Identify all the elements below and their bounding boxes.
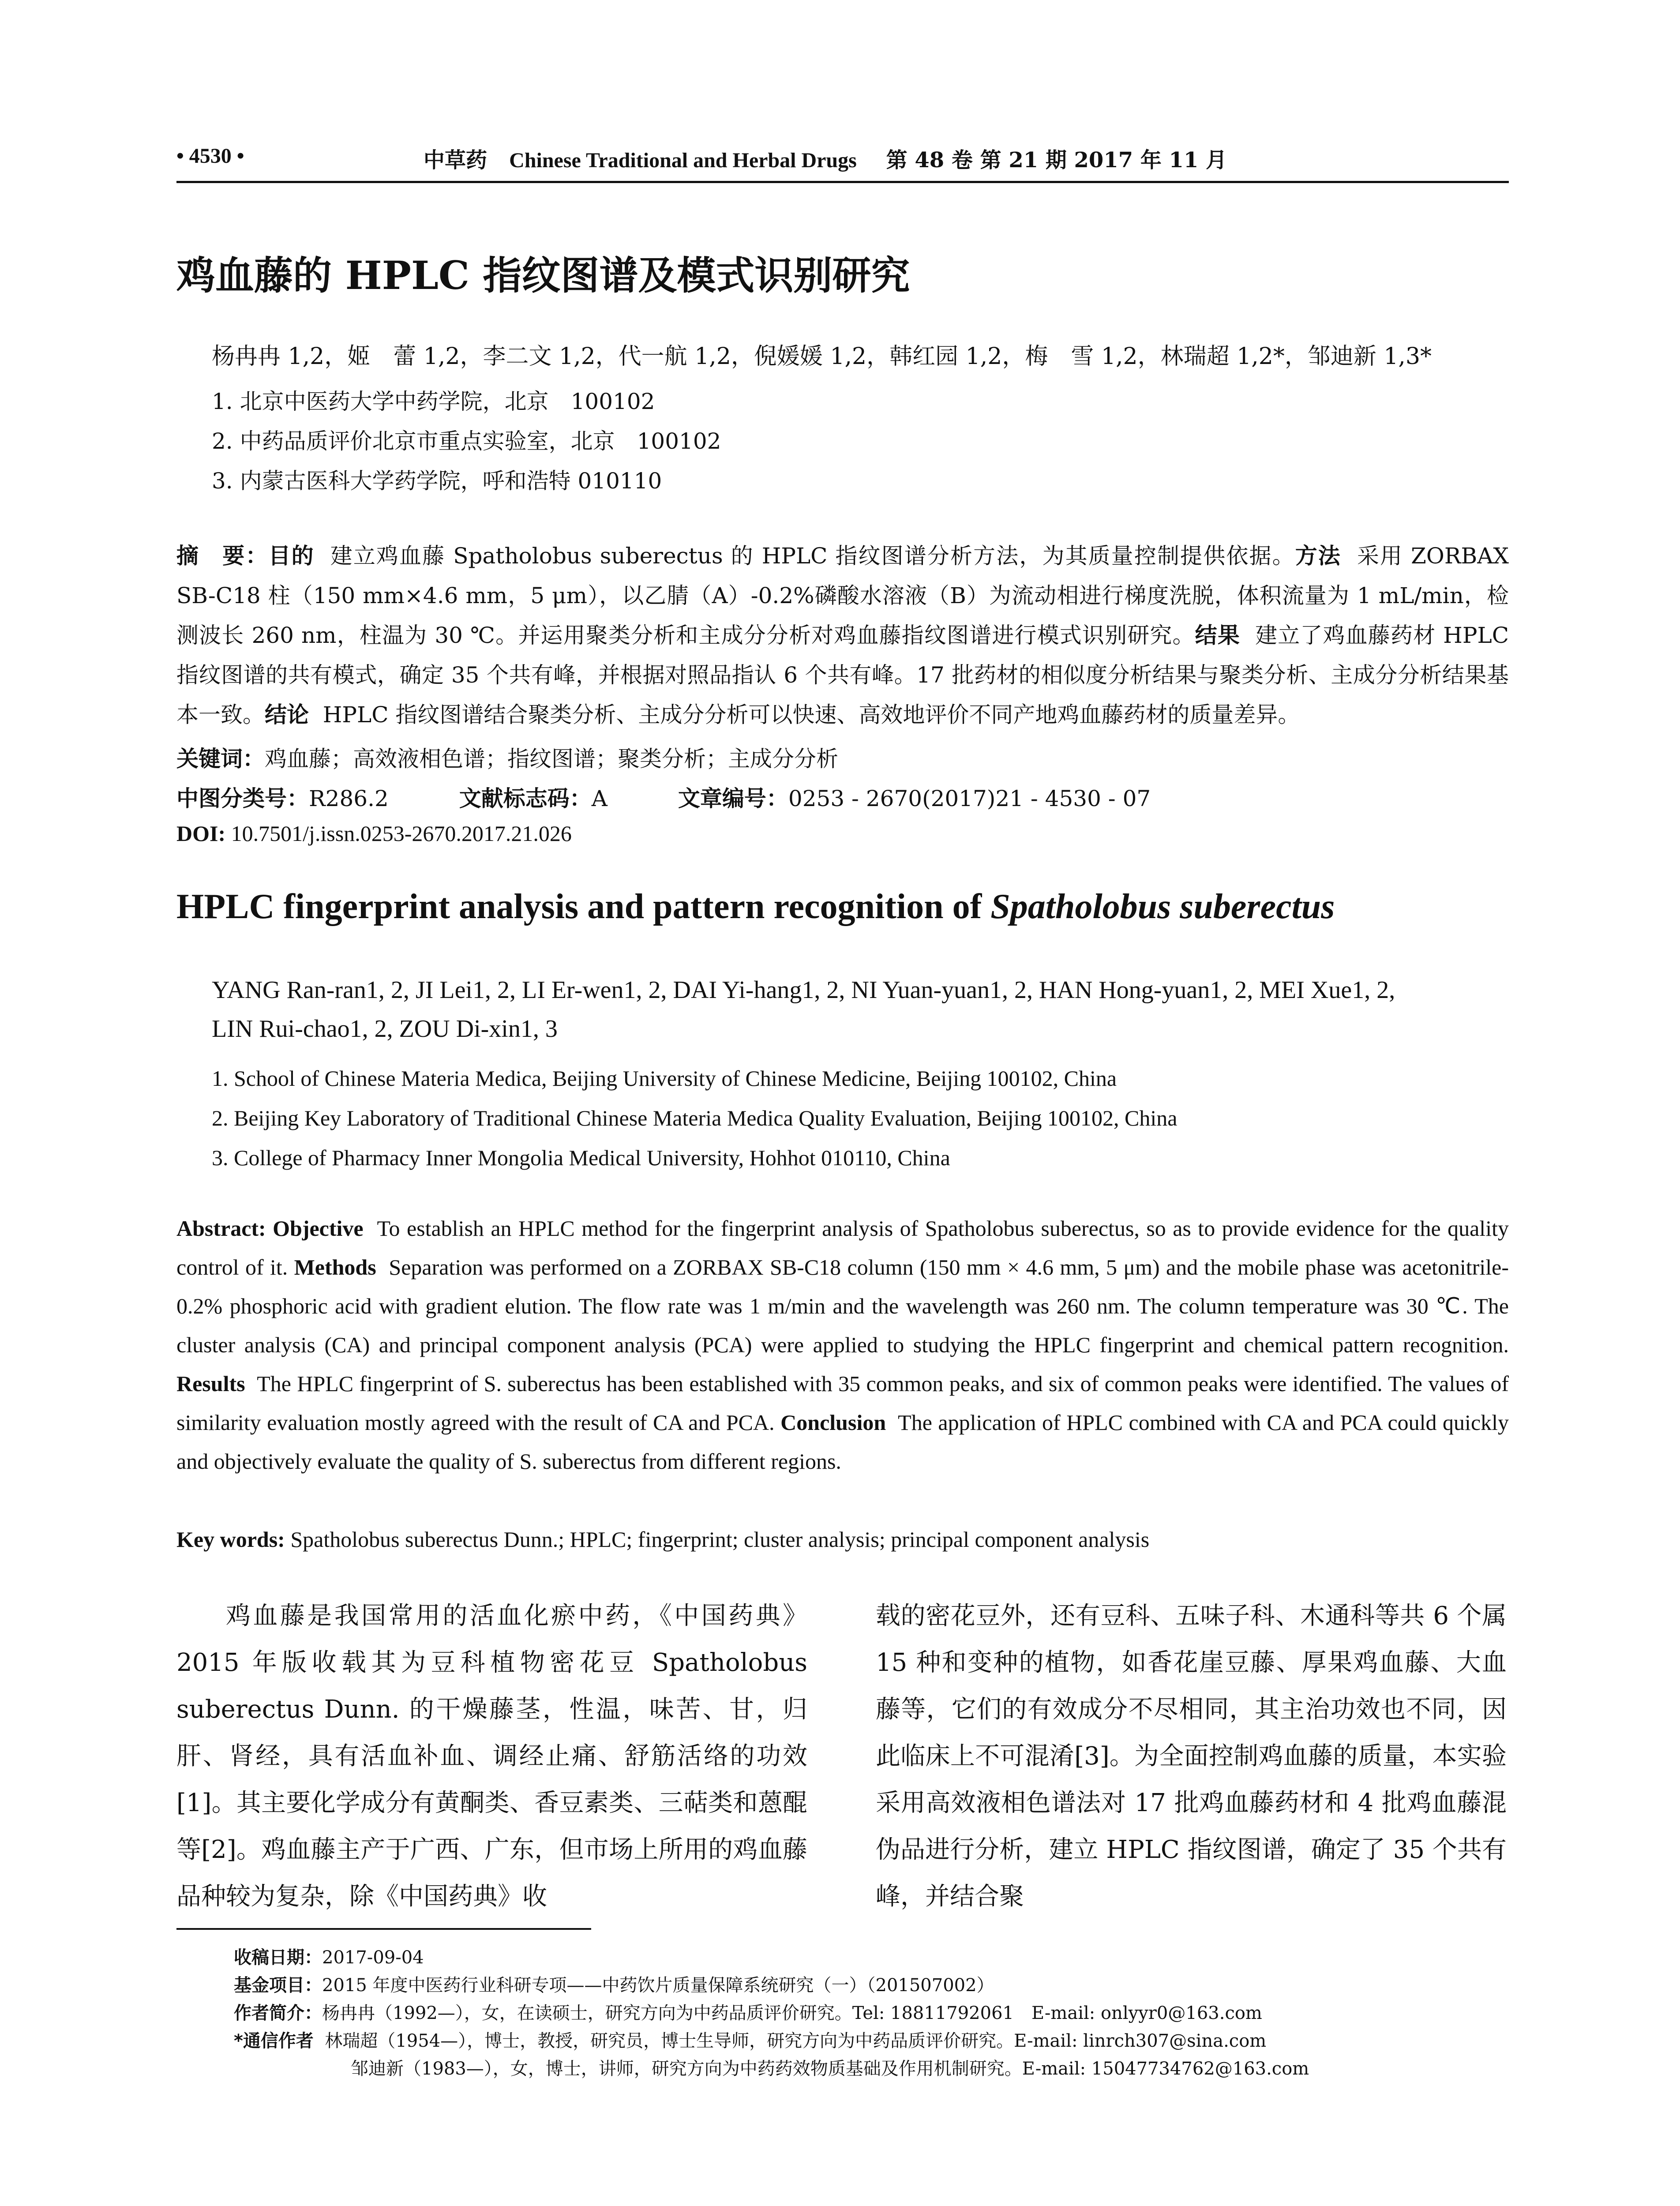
abstract-cn-results: 建立了鸡血藤药材 HPLC 指纹图谱的共有模式，确定 35 个共有峰，并根据对照品指认 6 个共有峰。17 批药材的相似度分析结果与聚类分析、主成分分析结果基本一致。 xyxy=(176,623,1509,728)
affiliation-cn-2: 2. 中药品质评价北京市重点实验室，北京 100102 xyxy=(212,428,721,454)
abstract-cn-conclusion-label: 结论 xyxy=(265,702,309,728)
journal-info xyxy=(424,143,1227,173)
footnote-received xyxy=(234,1943,424,1969)
footnote-corresponding-1 xyxy=(234,2027,1266,2052)
classification-line xyxy=(176,781,1151,813)
doc-code-label: 文献标志码： xyxy=(459,786,592,811)
authors-en xyxy=(212,971,1518,1048)
footnote-corresponding-2: 邹迪新（1983—），女，博士，讲师，研究方向为中药药效物质基础及作用机制研究。E-mail: 15047734762@163.com xyxy=(351,2059,1309,2079)
authors-en-line-2: LIN Rui-chao1, 2, ZOU Di-xin1, 3 xyxy=(212,1015,558,1043)
affiliation-cn-1: 1. 北京中医药大学中药学院，北京 100102 xyxy=(212,389,655,414)
body-column-2: 载的密花豆外，还有豆科、五味子科、木通科等共 6 个属 15 种和变种的植物，如香花崖豆藤、厚果鸡血藤、大血藤等，它们的有效成分不尽相同，其主治功效也不同，因此临床上不可混淆[3]。为全面控制鸡血藤的质量，本实验采用高效液相色谱法对 17 批鸡血藤药材和 4 批鸡血藤混伪品进行分析，建立 HPLC 指纹图谱，确定了 35 个共有峰，并结合聚 xyxy=(876,1602,1507,1911)
body-column-1: 鸡血藤是我国常用的活血化瘀中药，《中国药典》2015 年版收载其为豆科植物密花豆 Spatholobus suberectus Dunn. 的干燥藤茎，性温，味苦、甘，归肝、肾经，具有活血补血、调经止痛、舒筋活络的功效[1]。其主要化学成分有黄酮类、香豆素类、三萜类和蒽醌等[2]。鸡血藤主产于广西、广东，但市场上所用的鸡血藤品种较为复杂，除《中国药典》收 xyxy=(176,1602,807,1911)
authors-en-line-1: YANG Ran-ran1, 2, JI Lei1, 2, LI Er-wen1, 2, DAI Yi-hang1, 2, NI Yuan-yuan1, 2, HAN Hong-yuan1, 2, MEI Xue1, 2, xyxy=(212,976,1395,1004)
abstract-en-results-label: Results xyxy=(176,1371,245,1396)
abstract-en-objective: To establish an HPLC method for the fingerprint analysis of Spatholobus suberectus, so as to provide evidence for the quality control of it. xyxy=(176,1216,1509,1279)
article-number-label: 文章编号： xyxy=(678,786,788,811)
affiliation-en-1: 1. School of Chinese Materia Medica, Beijing University of Chinese Medicine, Beijing 100102, China xyxy=(212,1066,1117,1091)
page-number: • 4530 • xyxy=(176,144,244,168)
abstract-en xyxy=(176,1209,1509,1481)
doc-code-value: A xyxy=(591,786,608,811)
doi-label: DOI: xyxy=(176,821,226,846)
fund-text: 2015 年度中医药行业科研专项——中药饮片质量保障系统研究（一）（201507002） xyxy=(322,1975,994,1996)
abstract-cn-objective-label: 目的 xyxy=(268,543,315,569)
title-en xyxy=(176,887,1335,927)
keywords-en xyxy=(176,1527,1149,1552)
article-number-value: 0253 - 2670(2017)21 - 4530 - 07 xyxy=(788,786,1151,811)
affiliation-cn-3: 3. 内蒙古医科大学药学院，呼和浩特 010110 xyxy=(212,468,662,494)
abstract-en-results: The HPLC fingerprint of S. suberectus has been established with 35 common peaks, and six of common peaks were identified. The values of similarity evaluation mostly agreed with the result of CA and PCA. xyxy=(176,1371,1509,1435)
abstract-cn-conclusion: HPLC 指纹图谱结合聚类分析、主成分分析可以快速、高效地评价不同产地鸡血藤药材的质量差异。 xyxy=(322,702,1300,728)
footnote-divider xyxy=(176,1928,591,1930)
doi-line xyxy=(176,821,572,846)
affiliation-en-3: 3. College of Pharmacy Inner Mongolia Medical University, Hohhot 010110, China xyxy=(212,1145,950,1170)
author-bio-text: 杨冉冉（1992—），女，在读硕士，研究方向为中药品质评价研究。Tel: 18811792061 E-mail: onlyyr0@163.com xyxy=(322,2003,1262,2023)
author-bio-label: 作者简介： xyxy=(234,2003,322,2023)
received-date: 2017-09-04 xyxy=(322,1947,424,1968)
title-en-prefix: HPLC fingerprint analysis and pattern recognition of xyxy=(176,887,982,926)
received-label: 收稿日期： xyxy=(234,1947,322,1968)
clc-value: R286.2 xyxy=(309,786,389,811)
keywords-en-label: Key words: xyxy=(176,1527,285,1552)
abstract-cn-label: 摘 要： xyxy=(176,543,269,569)
abstract-cn-objective: 建立鸡血藤 Spatholobus suberectus 的 HPLC 指纹图谱分析方法，为其质量控制提供依据。 xyxy=(330,543,1295,569)
corresponding-label: *通信作者 xyxy=(234,2031,314,2051)
abstract-en-conclusion-label: Conclusion xyxy=(780,1410,886,1435)
journal-issue: 第 48 卷 第 21 期 2017 年 11 月 xyxy=(886,148,1227,173)
abstract-en-methods: Separation was performed on a ZORBAX SB-C18 column (150 mm × 4.6 mm, 5 μm) and the mobile phase was acetonitrile-0.2% phosphoric acid with gradient elution. The flow rate was 1 m/min and the wavelength was 260 nm. The column temperature was 30 ℃. The cluster analysis (CA) and principal component analysis (PCA) were applied to studying the HPLC fingerprint and chemical pattern recognition. xyxy=(176,1255,1509,1357)
journal-name-en: Chinese Traditional and Herbal Drugs xyxy=(509,149,857,172)
title-en-species: Spatholobus suberectus xyxy=(990,887,1335,926)
doi-value: 10.7501/j.issn.0253-2670.2017.21.026 xyxy=(231,821,572,846)
abstract-en-conclusion: The application of HPLC combined with CA and PCA could quickly and objectively evaluate the quality of S. suberectus from different regions. xyxy=(176,1410,1509,1474)
title-cn: 鸡血藤的 HPLC 指纹图谱及模式识别研究 xyxy=(176,252,910,298)
abstract-cn-methods: 采用 ZORBAX SB-C18 柱（150 mm×4.6 mm，5 μm），以乙腈（A）-0.2%磷酸水溶液（B）为流动相进行梯度洗脱，体积流量为 1 mL/min，检测波长 260 nm，柱温为 30 ℃。并运用聚类分析和主成分分析对鸡血藤指纹图谱进行模式识别研究。 xyxy=(176,543,1509,648)
abstract-en-label: Abstract: Objective xyxy=(176,1216,364,1241)
fund-label: 基金项目： xyxy=(234,1975,322,1996)
keywords-cn-label: 关键词： xyxy=(176,746,265,772)
footnote-fund xyxy=(234,1971,994,1996)
keywords-cn xyxy=(176,741,838,773)
abstract-cn xyxy=(176,536,1509,735)
abstract-cn-results-label: 结果 xyxy=(1195,623,1240,648)
abstract-en-methods-label: Methods xyxy=(294,1255,376,1279)
keywords-en-text: Spatholobus suberectus Dunn.; HPLC; fingerprint; cluster analysis; principal component analysis xyxy=(290,1527,1150,1552)
corresponding-author-1: 林瑞超（1954—），博士，教授，研究员，博士生导师，研究方向为中药品质评价研究。E-mail: linrch307@sina.com xyxy=(325,2031,1267,2051)
clc-label: 中图分类号： xyxy=(176,786,309,811)
affiliation-en-2: 2. Beijing Key Laboratory of Traditional Chinese Materia Medica Quality Evaluation, Beijing 100102, China xyxy=(212,1106,1178,1130)
page-header xyxy=(176,132,1509,183)
abstract-cn-methods-label: 方法 xyxy=(1295,543,1341,569)
journal-name-cn: 中草药 xyxy=(424,148,488,173)
authors-cn: 杨冉冉 1,2，姬 蕾 1,2，李二文 1,2，代一航 1,2，倪媛媛 1,2，韩红园 1,2，梅 雪 1,2，林瑞超 1,2*，邹迪新 1,3* xyxy=(212,343,1432,370)
keywords-cn-text: 鸡血藤；高效液相色谱；指纹图谱；聚类分析；主成分分析 xyxy=(265,746,838,772)
footnote-author xyxy=(234,1999,1262,2024)
